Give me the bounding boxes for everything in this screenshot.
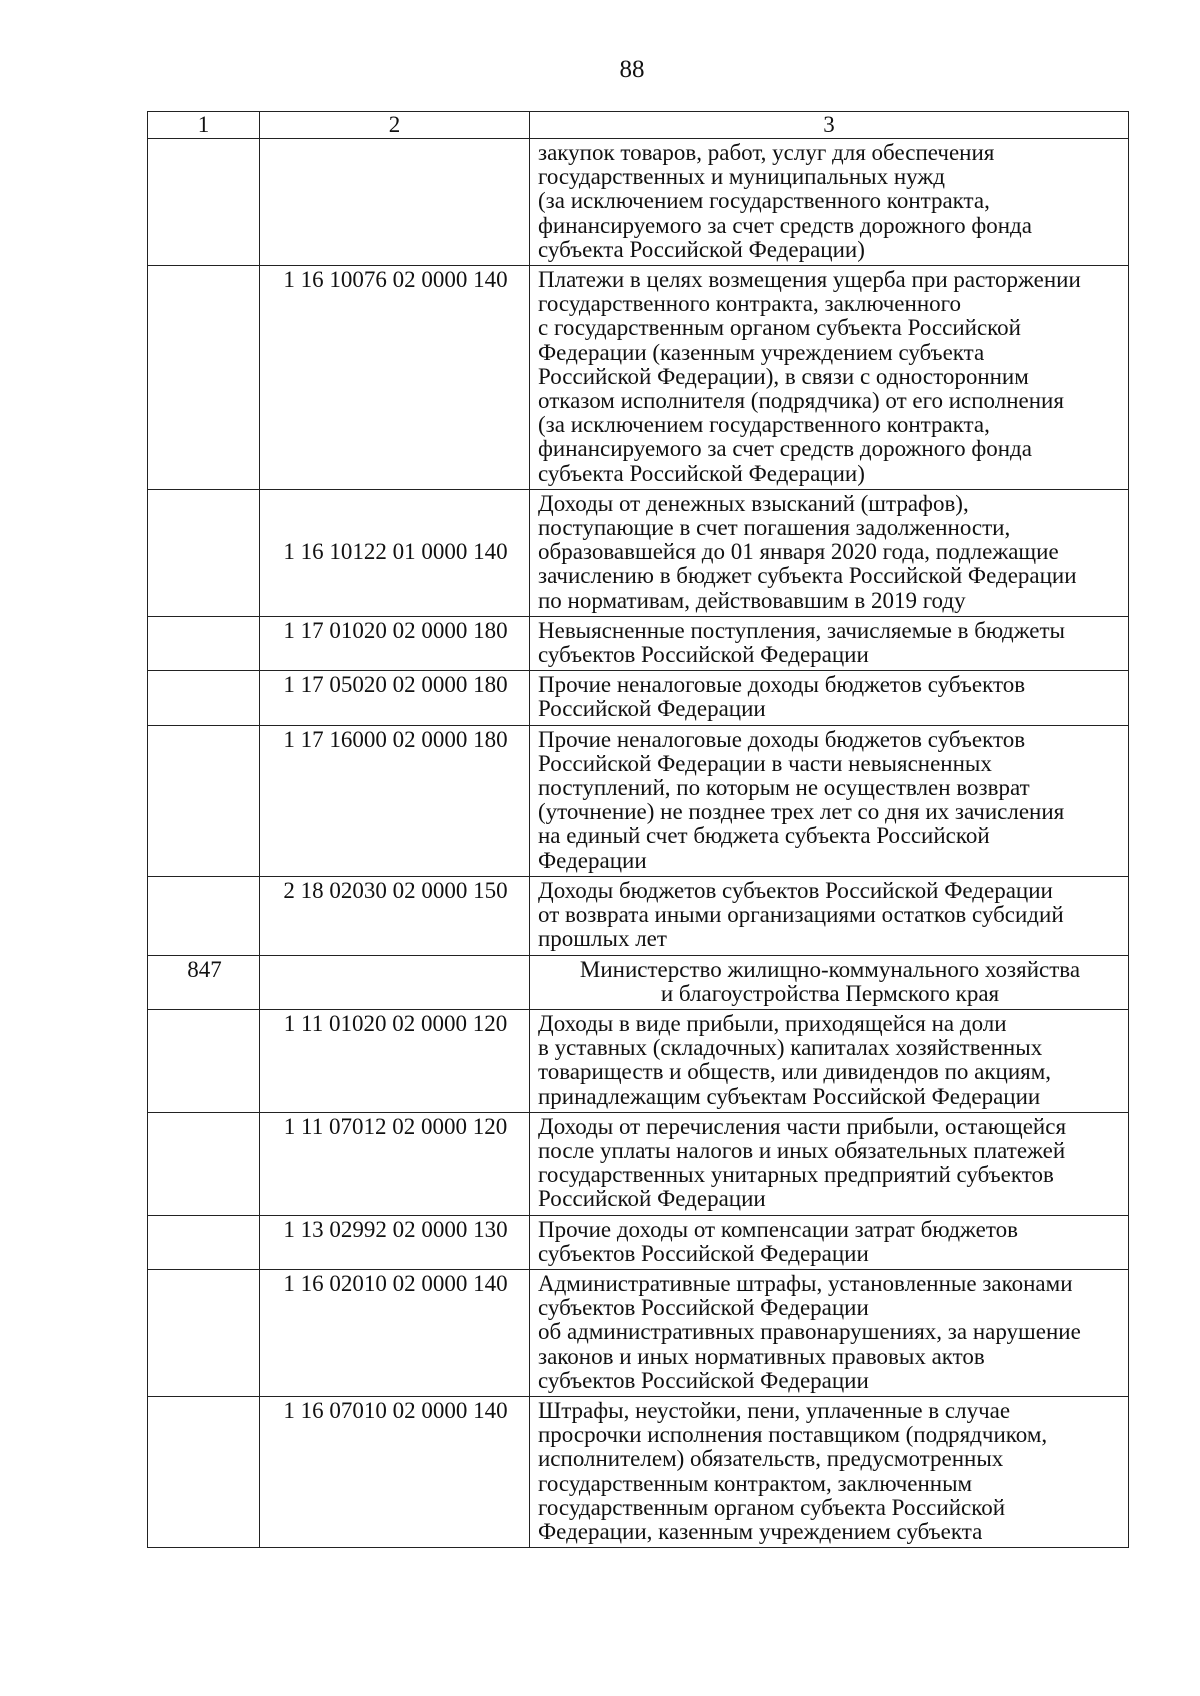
description-cell: Прочие неналоговые доходы бюджетов субъектов Российской Федерации в части невыясненных поступлений, по которым не осуществлен возврат (уточнение) не позднее трех лет со дня их зачисления на единый счет бюджета субъекта Российской Федерации [530,725,1129,876]
description-cell: Штрафы, неустойки, пени, уплаченные в случае просрочки исполнения поставщиком (подрядчиком, исполнителем) обязательств, предусмотренных государственным контрактом, заключенным государственным органом субъекта Российской Федерации, казенным учреждением субъекта [530,1396,1129,1547]
revenue-code-cell: 1 17 01020 02 0000 180 [260,616,530,670]
page-number: 88 [619,56,645,83]
admin-code-cell [148,1269,260,1396]
revenue-code-cell: 1 16 10122 01 0000 140 [260,489,530,616]
revenue-code-cell: 1 16 10076 02 0000 140 [260,266,530,490]
admin-code-cell [148,266,260,490]
table-row-ministry [148,955,1129,1009]
admin-code-cell [148,1215,260,1269]
admin-code-cell [148,139,260,266]
description-cell: Доходы от перечисления части прибыли, остающейся после уплаты налогов и иных обязательных платежей государственных унитарных предприятий субъектов Российской Федерации [530,1112,1129,1215]
table-row [148,876,1129,955]
table-row [148,1009,1129,1112]
admin-code-cell [148,876,260,955]
table-row [148,139,1129,266]
revenue-code-cell: 1 17 16000 02 0000 180 [260,725,530,876]
table-row [148,489,1129,616]
description-cell: Прочие доходы от компенсации затрат бюджетов субъектов Российской Федерации [530,1215,1129,1269]
table-row [148,266,1129,490]
description-cell: Платежи в целях возмещения ущерба при расторжении государственного контракта, заключенного с государственным органом субъекта Российской Федерации (казенным учреждением субъекта Российской Федерации), в связи с односторонним отказом исполнителя (подрядчика) от его исполнения (за исключением государственного контракта, финансируемого за счет средств дорожного фонда субъекта Российской Федерации) [530,266,1129,490]
admin-code-cell [148,489,260,616]
table-row [148,1396,1129,1547]
revenue-code-cell: 1 17 05020 02 0000 180 [260,671,530,725]
table-header-row [148,112,1129,139]
admin-code-cell: 847 [148,955,260,1009]
description-cell: Невыясненные поступления, зачисляемые в бюджеты субъектов Российской Федерации [530,616,1129,670]
table-row [148,1269,1129,1396]
table-row [148,1112,1129,1215]
ministry-name-cell: Министерство жилищно-коммунального хозяйства и благоустройства Пермского края [530,955,1129,1009]
table-row [148,725,1129,876]
revenue-code-cell [260,139,530,266]
description-cell: Прочие неналоговые доходы бюджетов субъектов Российской Федерации [530,671,1129,725]
column-header-description: 3 [530,112,1129,139]
admin-code-cell [148,1112,260,1215]
admin-code-cell [148,725,260,876]
revenue-code-cell [260,955,530,1009]
description-cell: Доходы бюджетов субъектов Российской Федерации от возврата иными организациями остатков субсидий прошлых лет [530,876,1129,955]
revenue-code-cell: 1 16 02010 02 0000 140 [260,1269,530,1396]
description-cell: Административные штрафы, установленные законами субъектов Российской Федерации об административных правонарушениях, за нарушение законов и иных нормативных правовых актов субъектов Российской Федерации [530,1269,1129,1396]
table-row [148,616,1129,670]
revenue-code-cell: 1 13 02992 02 0000 130 [260,1215,530,1269]
table-row [148,1215,1129,1269]
column-header-code: 2 [260,112,530,139]
revenue-code-cell: 1 11 01020 02 0000 120 [260,1009,530,1112]
description-cell: Доходы от денежных взысканий (штрафов), поступающие в счет погашения задолженности, образовавшейся до 01 января 2020 года, подлежащие зачислению в бюджет субъекта Российской Федерации по нормативам, действовавшим в 2019 году [530,489,1129,616]
admin-code-cell [148,671,260,725]
revenue-code-cell: 1 16 07010 02 0000 140 [260,1396,530,1547]
admin-code-cell [148,1009,260,1112]
revenue-code-cell: 2 18 02030 02 0000 150 [260,876,530,955]
column-header-admin: 1 [148,112,260,139]
description-cell: закупок товаров, работ, услуг для обеспечения государственных и муниципальных нужд (за исключением государственного контракта, финансируемого за счет средств дорожного фонда субъекта Российской Федерации) [530,139,1129,266]
description-cell: Доходы в виде прибыли, приходящейся на доли в уставных (складочных) капиталах хозяйственных товариществ и обществ, или дивидендов по акциям, принадлежащим субъектам Российской Федерации [530,1009,1129,1112]
admin-code-cell [148,616,260,670]
table-row [148,671,1129,725]
revenue-classification-table [147,111,1129,1548]
admin-code-cell [148,1396,260,1547]
revenue-code-cell: 1 11 07012 02 0000 120 [260,1112,530,1215]
